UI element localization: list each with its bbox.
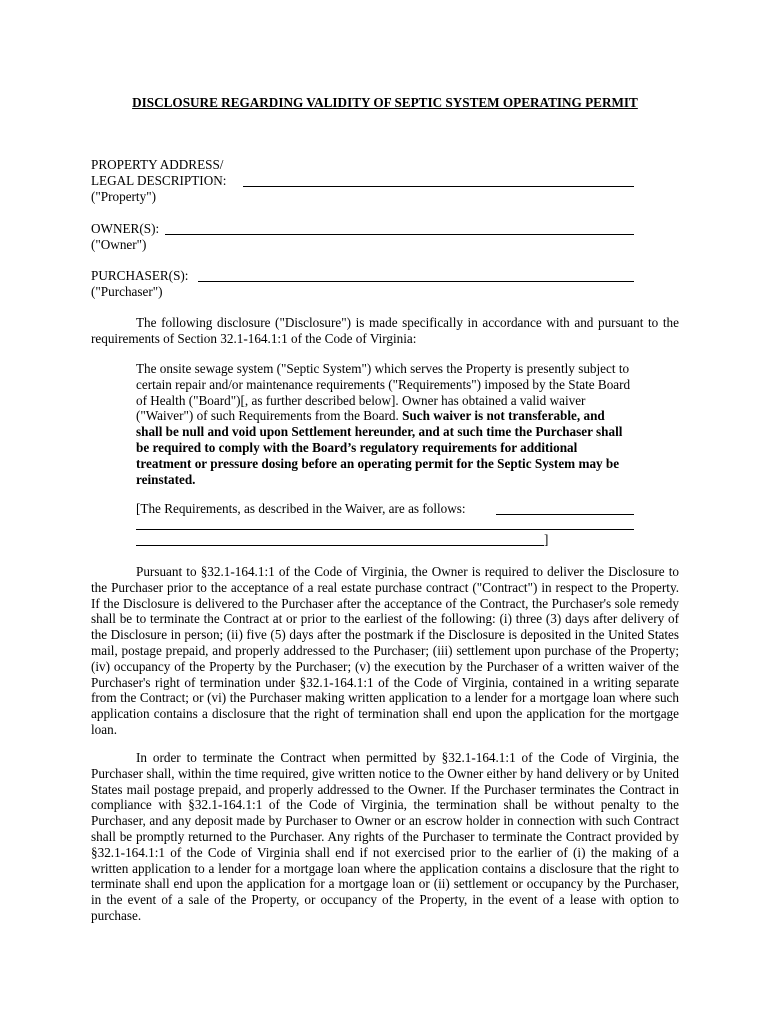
requirements-field-3[interactable] [136,545,544,546]
requirements-label: [The Requirements, as described in the Waiver, are as follows: [136,501,466,516]
septic-plain-text: The onsite sewage system ("Septic System") which serves the Property is presently subject to certain repair and/or maintenance requirements ("Requirements") imposed by the State Board of Health ("Board")[, as further described below]. Owner has obtained a valid waiver ("Waiver") of such Requirements from the Board. [136,361,631,424]
owner-field[interactable] [165,234,634,235]
pursuant-paragraph: Pursuant to §32.1-164.1:1 of the Code of Virginia, the Owner is required to deliver the Disclosure to the Purchaser prior to the acceptance of a real estate purchase contract ("Contract") in respect to the Property. If the Disclosure is delivered to the Purchaser after the acceptance of the Contract, the Purchaser's sole remedy shall be to terminate the Contract at or prior to the earliest of the following: (i) three (3) days after delivery of the Disclosure in person; (ii) five (5) days after the postmark if the Disclosure is deposited in the United States mail, postage prepaid, and properly addressed to the Purchaser; (iii) settlement upon purchase of the Property; (iv) occupancy of the Property by the Purchaser; (v) the execution by the Purchaser of a written waiver of the Purchaser's right of termination under §32.1-164.1:1 of the Code of Virginia, contained in a writing separate from the Contract; or (vi) the Purchaser making written application to a lender for a mortgage loan where such application contains a disclosure that the right of termination shall end upon the application for the mortgage loan. [91,564,679,737]
legal-description-label: LEGAL DESCRIPTION: [91,173,227,188]
requirements-field-2[interactable] [136,529,634,530]
termination-paragraph: In order to terminate the Contract when permitted by §32.1-164.1:1 of the Code of Virginia, the Purchaser shall, within the time required, give written notice to the Owner either by hand delivery or by United States mail postage prepaid, and properly addressed to the Owner. If the Purchaser terminates the Contract in compliance with §32.1-164.1:1 of the Code of Virginia, the termination shall be without penalty to the Purchaser, and any deposit made by Purchaser to Owner or an escrow holder in connection with such Contract shall be promptly returned to the Purchaser. Any rights of the Purchaser to terminate the Contract provided by §32.1-164.1:1 of the Code of Virginia shall end if not exercised prior to the earlier of (i) the making of a written application to a lender for a mortgage loan where the application contains a disclosure that the right to terminate shall end upon the application for a mortgage loan or (ii) settlement or occupancy by the Purchaser, in the event of a sale of the Property, or occupancy of the Property, in the event of a lease with option to purchase. [91,750,679,923]
septic-system-paragraph [136,361,634,487]
property-address-field[interactable] [243,186,634,187]
owner-label: OWNER(S): [91,221,160,236]
septic-bold-text: Such waiver is not transferable, and shall be null and void upon Settlement hereunder, and at such time the Purchaser shall be required to comply with the Board’s regulatory requirements for additional treatment or pressure dosing before an operating permit for the Septic System may be reinstated. [136,408,623,487]
purchaser-label: PURCHASER(S): [91,268,189,283]
requirements-close-bracket: ] [544,532,549,547]
purchaser-defined-term: ("Purchaser") [91,284,163,299]
requirements-field-1[interactable] [496,514,634,515]
owner-defined-term: ("Owner") [91,237,147,252]
property-address-label: PROPERTY ADDRESS/ [91,157,224,172]
purchaser-field[interactable] [198,281,634,282]
document-title: DISCLOSURE REGARDING VALIDITY OF SEPTIC SYSTEM OPERATING PERMIT [132,95,638,110]
property-defined-term: ("Property") [91,189,156,204]
intro-paragraph: The following disclosure ("Disclosure") is made specifically in accordance with and pursuant to the requirements of Section 32.1-164.1:1 of the Code of Virginia: [91,315,679,346]
